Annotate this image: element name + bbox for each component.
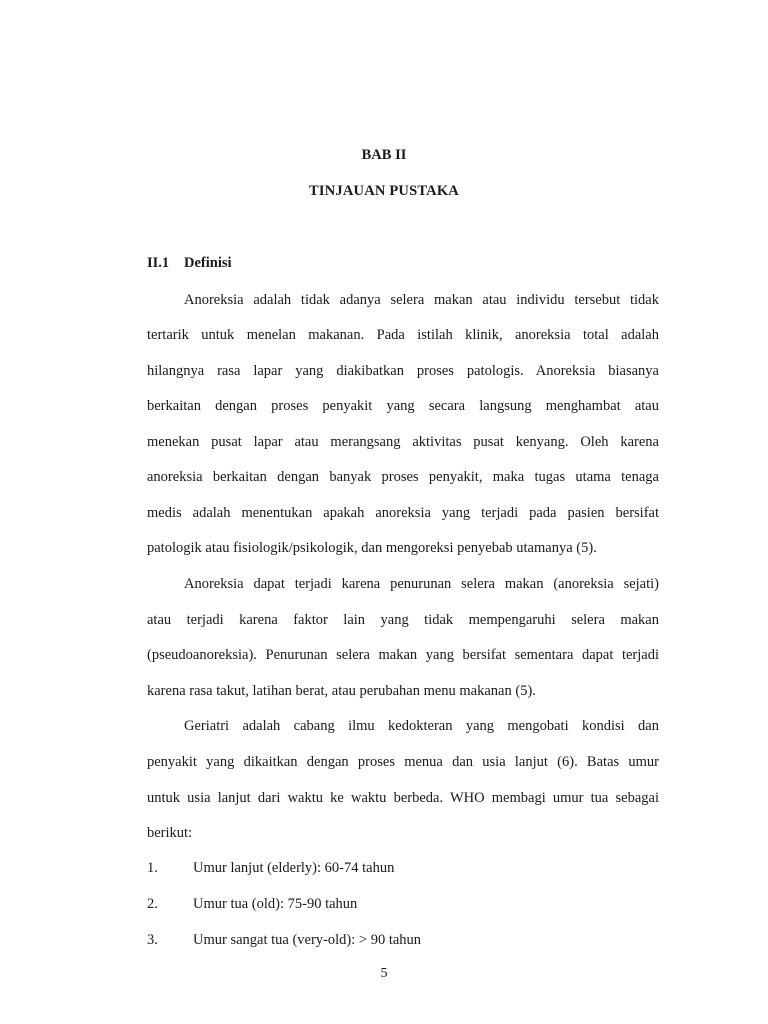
paragraph-line: karena rasa takut, latihan berat, atau perubahan menu makanan (5).: [147, 683, 536, 699]
paragraph-line: Anoreksia adalah tidak adanya selera makan atau individu tersebut tidak: [184, 292, 659, 308]
paragraph-line: Anoreksia dapat terjadi karena penurunan selera makan (anoreksia sejati): [184, 576, 659, 592]
paragraph-line: berikut:: [147, 825, 193, 841]
list-number: 1.: [147, 860, 158, 876]
paragraph-line: atau terjadi karena faktor lain yang tidak mempengaruhi selera makan: [147, 612, 659, 628]
paragraph-line: untuk usia lanjut dari waktu ke waktu berbeda. WHO membagi umur tua sebagai: [147, 790, 659, 806]
chapter-heading: BAB II: [361, 147, 407, 163]
paragraph-line: patologik atau fisiologik/psikologik, dan mengoreksi penyebab utamanya (5).: [147, 540, 597, 556]
paragraph-line: menekan pusat lapar atau merangsang aktivitas pusat kenyang. Oleh karena: [147, 434, 659, 450]
list-text: Umur tua (old): 75-90 tahun: [193, 896, 358, 912]
section-number: II.1: [147, 255, 170, 271]
paragraph-line: Geriatri adalah cabang ilmu kedokteran yang mengobati kondisi dan: [184, 718, 659, 734]
paragraph-line: berkaitan dengan proses penyakit yang secara langsung menghambat atau: [147, 398, 659, 414]
section-heading: [147, 255, 232, 272]
section-title: Definisi: [184, 255, 232, 271]
list-item: [147, 896, 357, 913]
list-number: 2.: [147, 896, 158, 912]
list-item: [147, 932, 421, 949]
paragraph-line: (pseudoanoreksia). Penurunan selera makan yang bersifat sementara dapat terjadi: [147, 647, 659, 663]
list-item: [147, 860, 394, 877]
paragraph-line: medis adalah menentukan apakah anoreksia yang terjadi pada pasien bersifat: [147, 505, 659, 521]
paragraph-line: penyakit yang dikaitkan dengan proses menua dan usia lanjut (6). Batas umur: [147, 754, 659, 770]
paragraph-line: anoreksia berkaitan dengan banyak proses penyakit, maka tugas utama tenaga: [147, 469, 659, 485]
list-text: Umur sangat tua (very-old): > 90 tahun: [193, 932, 422, 948]
paragraph-line: tertarik untuk menelan makanan. Pada istilah klinik, anoreksia total adalah: [147, 327, 659, 343]
list-number: 3.: [147, 932, 158, 948]
chapter-title: TINJAUAN PUSTAKA: [309, 183, 459, 199]
list-text: Umur lanjut (elderly): 60-74 tahun: [193, 860, 395, 876]
paragraph-line: hilangnya rasa lapar yang diakibatkan proses patologis. Anoreksia biasanya: [147, 363, 659, 379]
page-number: 5: [380, 966, 388, 981]
